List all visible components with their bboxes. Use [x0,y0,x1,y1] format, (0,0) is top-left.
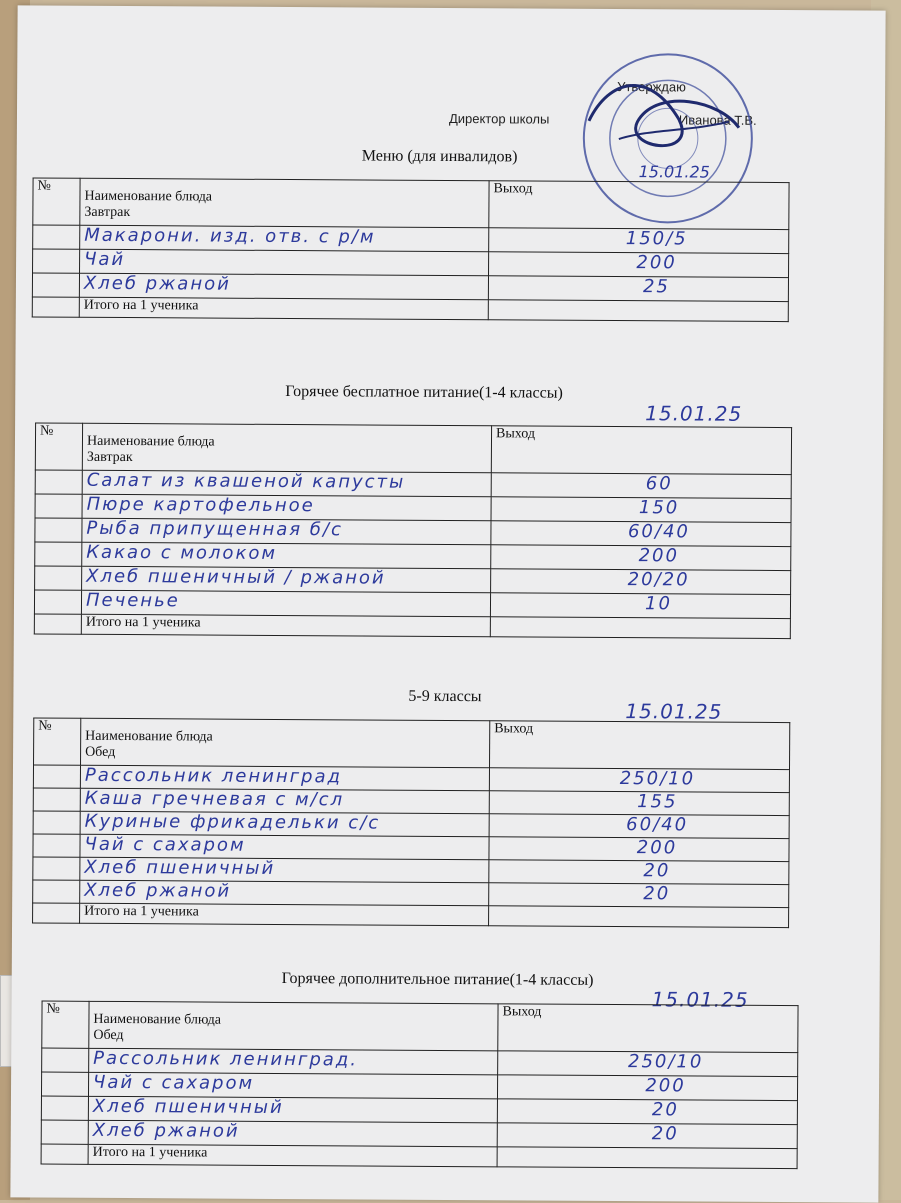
dish-name: Рассольник ленинград. [89,1048,498,1074]
col-name: Наименование блюда [85,728,213,745]
dish-name: Пюре картофельное [82,494,491,520]
director-name: Иванова Т.В. [678,112,757,128]
total-label: Итого на 1 ученика [80,903,489,925]
meal-label: Завтрак [84,204,131,221]
menu-table-2 [34,422,792,639]
col-name-header [82,423,491,472]
col-name: Наименование блюда [93,1011,222,1028]
dish-name: Рассольник ленинград [80,765,489,790]
meal-label: Завтрак [86,449,133,466]
col-name: Наименование блюда [84,188,213,205]
col-num: № [33,178,80,225]
dish-name: Куриные фрикадельки с/с [80,811,489,836]
menu-sheet [10,5,885,1202]
signature-date: 15.01.25 [638,162,710,182]
section-title-4: Горячее дополнительное питание(1-4 классы) [281,969,594,989]
total-label: Итого на 1 ученика [81,614,490,636]
dish-output: 200 [491,545,791,571]
section-title-1: Меню (для инвалидов) [361,147,518,166]
total-label: Итого на 1 ученика [88,1144,497,1166]
dish-name: Хлеб ржаной [79,273,488,299]
dish-output: 20 [489,883,789,908]
meal-label: Обед [85,744,116,760]
dish-name: Чай с сахаром [88,1072,497,1098]
dish-name: Салат из квашеной капусты [82,470,491,496]
menu-table-3 [32,717,790,928]
dish-name: Хлеб пшеничный / ржаной [82,566,491,592]
dish-name: Чай [80,249,489,275]
approve-label: Утверждаю [617,79,686,95]
section-title-2: Горячее бесплатное питание(1-4 классы) [285,383,563,402]
dish-name: Хлеб ржаной [80,880,489,905]
section-date-2: 15.01.25 [645,401,743,426]
col-out: Выход [491,426,791,475]
section-date-4: 15.01.25 [651,987,749,1012]
dish-output: 20 [489,860,789,885]
dish-output: 250/10 [498,1051,798,1077]
total-label: Итого на 1 ученика [79,297,488,319]
dish-output: 60/40 [491,521,791,547]
dish-name: Чай с сахаром [80,834,489,859]
dish-output: 150 [491,497,791,523]
dish-output: 20 [497,1123,797,1149]
dish-output: 20/20 [491,569,791,595]
meal-label: Обед [93,1027,124,1044]
section-date-3: 15.01.25 [625,699,723,724]
menu-table-1 [32,177,790,322]
dish-name: Хлеб пшеничный [80,857,489,882]
menu-table-4 [41,1001,799,1170]
col-num: № [35,423,82,470]
col-out: Выход [490,721,790,770]
col-name-header [81,718,490,767]
dish-output: 200 [489,837,789,862]
col-name-header [80,178,489,227]
dish-output: 155 [489,791,789,816]
dish-name: Печенье [81,590,490,616]
dish-name: Какао с молоком [82,542,491,568]
col-num: № [42,1001,89,1048]
director-label: Директор школы [448,110,550,127]
dish-name: Хлеб ржаной [88,1120,497,1146]
dish-output: 60/40 [489,814,789,839]
dish-output: 200 [497,1075,797,1101]
section-title-3: 5-9 классы [408,687,482,706]
col-name: Наименование блюда [86,433,215,450]
col-num: № [34,718,81,765]
col-out: Выход [489,181,789,230]
dish-output: 60 [491,473,791,499]
dish-output: 20 [497,1099,797,1125]
dish-output: 10 [490,593,790,619]
col-name-header [89,1001,498,1050]
dish-name: Макарони. изд. отв. с р/м [80,225,489,251]
dish-output: 150/5 [489,228,789,254]
dish-name: Рыба припущенная б/с [82,518,491,544]
dish-name: Каша гречневая с м/сл [80,788,489,813]
col-out: Выход [498,1004,798,1053]
dish-output: 250/10 [489,768,789,793]
dish-output: 25 [488,276,788,302]
dish-name: Хлеб пшеничный [88,1096,497,1122]
dish-output: 200 [489,252,789,278]
